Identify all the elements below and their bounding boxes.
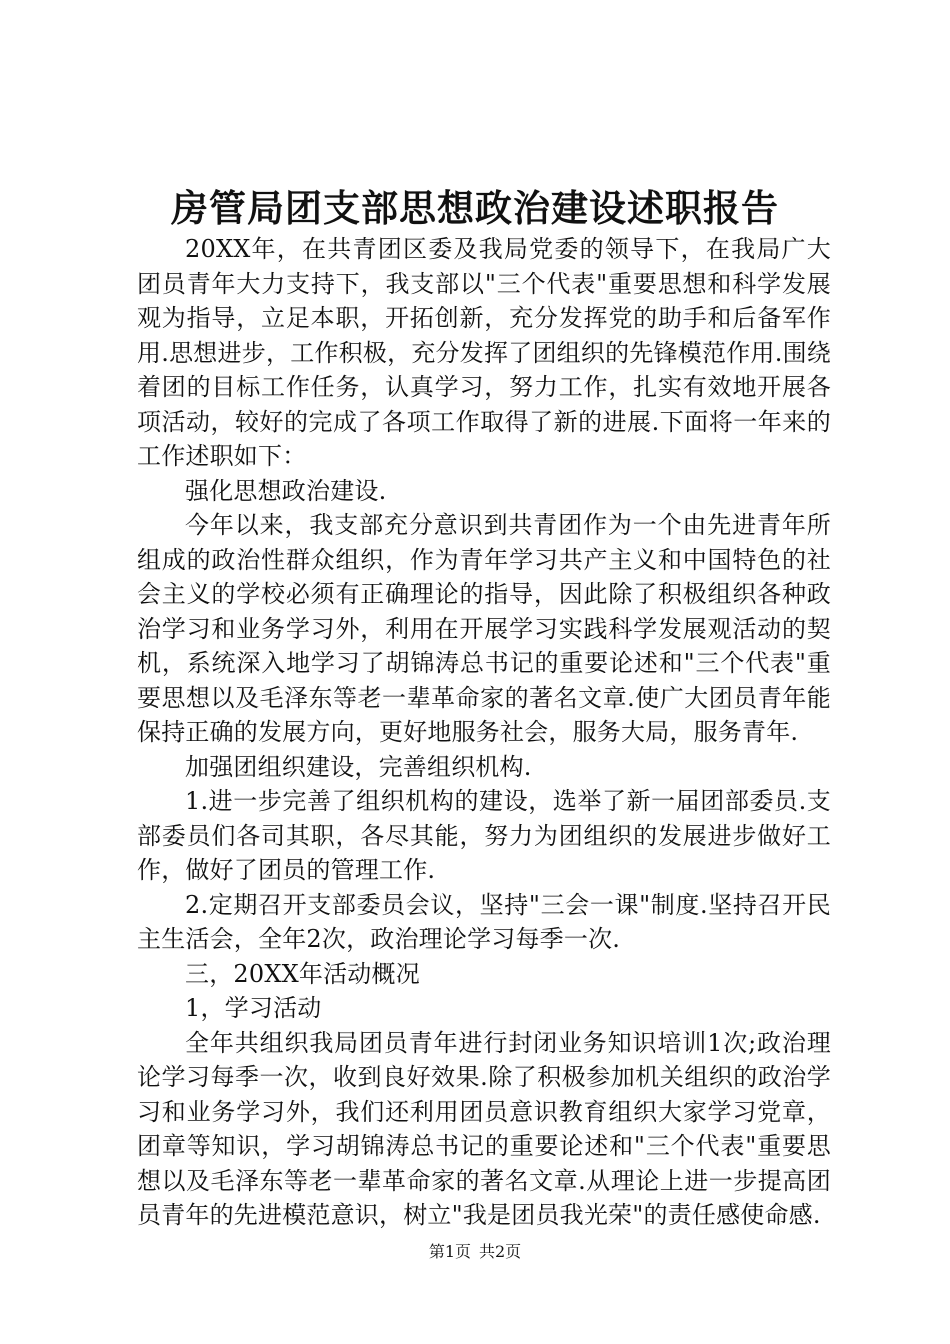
section-heading-organization: 加强团组织建设，完善组织机构. <box>185 752 532 781</box>
page-number-total: 共2页 <box>479 1242 522 1261</box>
list-item-organization-1: 1.进一步完善了组织机构的建设，选举了新一届团部委员.支部委员们各司其职，各尽其能，努力为团组织的发展进步做好工作，做好了团员的管理工作. <box>137 787 831 884</box>
paragraph-intro: 20XX年，在共青团区委及我局党委的领导下，在我局广大团员青年大力支持下，我支部以"三个代表"重要思想和科学发展观为指导，立足本职，开拓创新，充分发挥党的助手和后备军作用.思想进步，工作积极，充分发挥了团组织的先锋模范作用.围绕着团的目标工作任务，认真学习，努力工作，扎实有效地开展各项活动，较好的完成了各项工作取得了新的进展.下面将一年来的工作述职如下： <box>137 235 831 470</box>
page-footer <box>0 1240 950 1264</box>
paragraph-political: 今年以来，我支部充分意识到共青团作为一个由先进青年所组成的政治性群众组织，作为青年学习共产主义和中国特色的社会主义的学校必须有正确理论的指导，因此除了积极组织各种政治学习和业务学习外，利用在开展学习实践科学发展观活动的契机，系统深入地学习了胡锦涛总书记的重要论述和"三个代表"重要思想以及毛泽东等老一辈革命家的著名文章.使广大团员青年能保持正确的发展方向，更好地服务社会，服务大局，服务青年. <box>137 511 831 746</box>
document-title: 房管局团支部思想政治建设述职报告 <box>171 186 779 230</box>
section-heading-activities: 三，20XX年活动概况 <box>185 959 420 988</box>
list-item-organization-2: 2.定期召开支部委员会议，坚持"三会一课"制度.坚持召开民主生活会，全年2次，政治理论学习每季一次. <box>137 890 831 953</box>
page-number-current: 第1页 <box>428 1242 471 1261</box>
subsection-heading-study: 1，学习活动 <box>185 994 322 1022</box>
document-body <box>137 232 831 1233</box>
paragraph-study: 全年共组织我局团员青年进行封闭业务知识培训1次;政治理论学习每季一次，收到良好效果.除了积极参加机关组织的政治学习和业务学习外，我们还利用团员意识教育组织大家学习党章，团章等知识，学习胡锦涛总书记的重要论述和"三个代表"重要思想以及毛泽东等老一辈革命家的著名文章.从理论上进一步提高团员青年的先进模范意识，树立"我是团员我光荣"的责任感使命感. <box>137 1028 831 1229</box>
section-heading-political: 强化思想政治建设. <box>185 476 387 505</box>
